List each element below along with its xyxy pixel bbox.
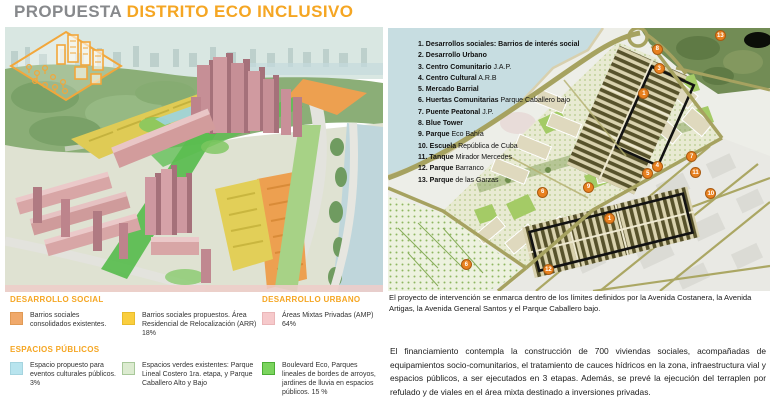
legend-label: Barrios sociales propuestos. Área Residencial de Relocalización (ARR) 18% — [142, 312, 257, 338]
legend-item — [10, 361, 122, 388]
map-marker-6: 6 — [461, 259, 472, 270]
legend-cell — [262, 344, 382, 404]
legend-section-header: DESARROLLO SOCIAL — [10, 295, 104, 304]
legend-item — [262, 311, 382, 329]
legend-grid — [10, 294, 382, 404]
master-plan-map — [388, 28, 770, 291]
legend-section-header: DESARROLLO URBANO — [262, 295, 361, 304]
legend-item — [262, 361, 382, 397]
list-item: 6. Huertas Comunitarias Parque Caballero bajo — [418, 97, 571, 105]
list-item: 4. Centro Cultural A.R.B — [418, 74, 497, 82]
title-highlight: DISTRITO ECO INCLUSIVO — [126, 2, 354, 21]
legend-item — [10, 311, 122, 329]
list-item: 10. Escuela República de Cuba — [418, 142, 518, 150]
legend-cell — [122, 344, 262, 404]
title-prefix: PROPUESTA — [14, 2, 122, 21]
map-marker-3: 3 — [654, 63, 665, 74]
legend-section-header: ESPACIOS PÚBLICOS — [10, 345, 100, 354]
eco-district-render — [5, 27, 383, 292]
page-title — [14, 2, 353, 22]
map-marker-9: 9 — [583, 182, 594, 193]
financing-paragraph: El financiamiento contempla la construcción de 700 viviendas sociales, acompañadas de equipamientos socio-comunitarios, el tratamiento de cauces hídricos en la zona, infraestructura vial y espacios públicos, a ser ejecutados en 3 etapas. Además, se prevé la ejecución del terraplen por refulado y de viales en el área mixta destinado a inversiones privadas. — [390, 346, 766, 397]
legend-label: Áreas Mixtas Privadas (AMP) 64% — [282, 312, 374, 329]
list-item: 12. Parque Barranco — [418, 165, 484, 173]
list-item: 9. Parque Eco Bahía — [418, 131, 484, 139]
list-item: 5. Mercado Barrial — [418, 86, 479, 94]
list-item: 13. Parque de las Garzas — [418, 176, 499, 184]
legend-swatch — [122, 362, 135, 375]
legend-item — [122, 311, 262, 338]
legend-label: Espacios verdes existentes: Parque Lineal Costero 1ra. etapa, y Parque Caballero Alto y Bajo — [142, 362, 254, 388]
list-item: 3. Centro Comunitario J.A.P. — [418, 63, 512, 71]
legend-swatch — [262, 312, 275, 325]
legend-section-header — [122, 295, 262, 309]
map-marker-7: 7 — [686, 151, 697, 162]
list-item: 2. Desarrollo Urbano — [418, 52, 487, 60]
list-item: 11. Tanque Mirador Mercedes — [418, 153, 513, 161]
isometric-city-icon — [5, 27, 127, 117]
list-item: 7. Puente Peatonal J.P. — [418, 108, 494, 116]
map-marker-10: 10 — [705, 188, 716, 199]
legend-cell — [122, 294, 262, 344]
legend-swatch — [262, 362, 275, 375]
legend-swatch — [122, 312, 135, 325]
legend-cell — [262, 294, 382, 344]
legend-item — [122, 361, 262, 388]
map-marker-4: 4 — [652, 161, 663, 172]
map-marker-13: 13 — [715, 30, 726, 41]
legend-label: Boulevard Eco, Parques lineales de bordes de arroyos, jardines de lluvia en espacios públicos. 15 % — [282, 362, 376, 397]
list-item: 1. Desarrollos sociales: Barrios de interés social — [418, 41, 580, 48]
legend-section-header — [122, 345, 262, 359]
legend-swatch — [10, 312, 23, 325]
legend-label: Espacio propuesto para eventos culturales públicos. 3% — [30, 362, 116, 388]
legend-section-header — [262, 345, 382, 359]
map-marker-12: 12 — [543, 264, 554, 275]
map-marker-5: 5 — [642, 168, 653, 179]
map-caption: El proyecto de intervención se enmarca dentro de los límites definidos por la Avenida Costanera, la Avenida Artigas, la Avenida General Santos y el Parque Caballero bajo. — [389, 293, 752, 313]
legend-swatch — [10, 362, 23, 375]
list-item: 8. Blue Tower — [418, 120, 463, 128]
map-markers — [388, 28, 770, 291]
legend-label: Barrios sociales consolidados existentes. — [30, 312, 107, 329]
map-marker-6: 6 — [537, 187, 548, 198]
legend-cell — [10, 344, 122, 404]
legend-cell — [10, 294, 122, 344]
map-marker-1: 1 — [638, 88, 649, 99]
map-marker-1: 1 — [604, 213, 615, 224]
map-marker-8: 8 — [652, 44, 663, 55]
map-marker-11: 11 — [690, 167, 701, 178]
